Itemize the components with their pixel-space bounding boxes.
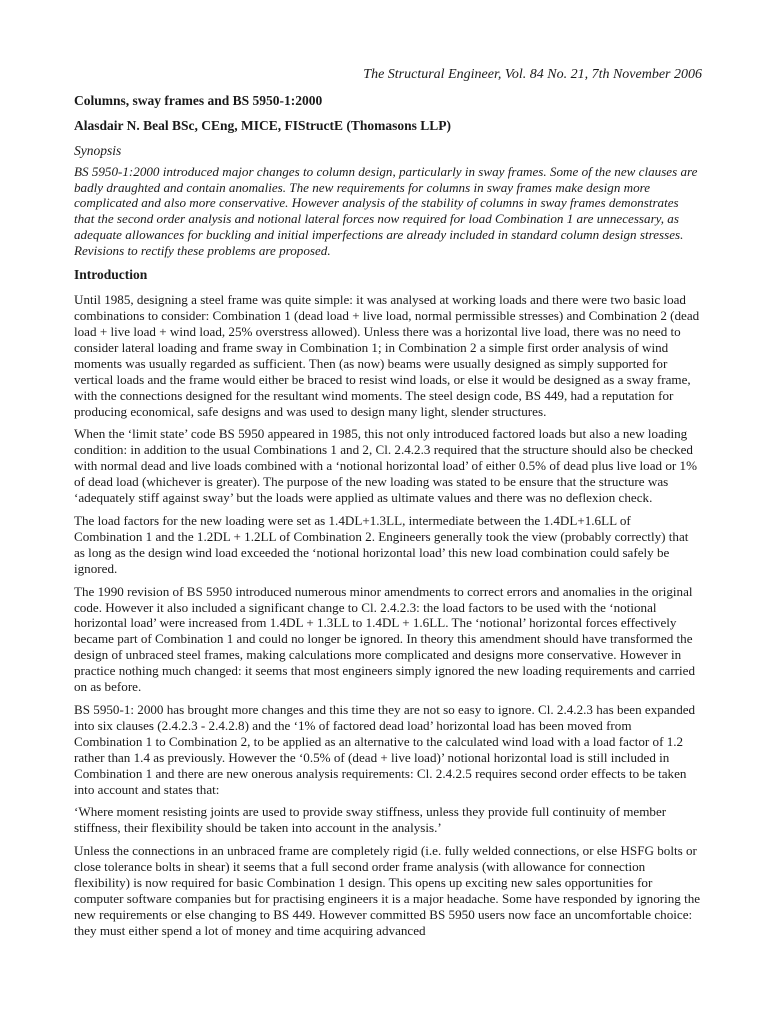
article-authors: Alasdair N. Beal BSc, CEng, MICE, FIStructE (Thomasons LLP) [74, 118, 452, 133]
body-paragraph: The load factors for the new loading were set as 1.4DL+1.3LL, intermediate between the 1.4DL+1.6LL of Combination 1 and the 1.2DL + 1.2LL of Combination 2. Engineers generally took the view (probably correctly) that as long as the design wind load exceeded the ‘notional horizontal load’ this new load combination could safely be ignored. [74, 513, 689, 576]
journal-reference: The Structural Engineer, Vol. 84 No. 21, 7th November 2006 [363, 67, 702, 82]
introduction-heading: Introduction [74, 267, 148, 283]
synopsis-heading: Synopsis [74, 143, 122, 158]
body-paragraph: Unless the connections in an unbraced frame are completely rigid (i.e. fully welded connections, or else HSFG bolts or close tolerance bolts in shear) it seems that a full second order frame analysis (with allowance for connection flexibility) is now required for basic Combination 1 design. This opens up exciting new sales opportunities for computer software companies but for practising engineers it is a major headache. Some have responded by ignoring the new requirements or else changing to BS 449. However committed BS 5950 users now face an uncomfortable choice: they must either spend a lot of money and time acquiring advanced [74, 843, 701, 938]
quoted-clause: ‘Where moment resisting joints are used to provide sway stiffness, unless they provide full continuity of member stiffness, their flexibility should be taken into account in the analysis.’ [74, 804, 667, 836]
body-paragraph: The 1990 revision of BS 5950 introduced numerous minor amendments to correct errors and anomalies in the original code. However it also included a significant change to Cl. 2.4.2.3: the load factors to be used with the ‘notional horizontal load’ were increased from 1.4DL + 1.3LL to 1.4DL + 1.6LL. The ‘notional’ horizontal forces effectively became part of Combination 1 and could no longer be ignored. In theory this amendment should have transformed the design of unbraced steel frames, making calculations more complicated and designs more conservative. However in practice nothing much changed: it seems that most engineers simply ignored the new loading requirements and carried on as before. [74, 583, 696, 695]
synopsis-text: BS 5950-1:2000 introduced major changes to column design, particularly in sway frames. Some of the new clauses are badly draughted and contain anomalies. The new requirements for columns in sway frames make design more complicated and also more conservative. However analysis of the stability of columns in sway frames demonstrates that the second order analysis and notional lateral forces now required for load Combination 1 are unnecessary, as adequate allowances for buckling and initial imperfections are already included in standard column design stresses. Revisions to rectify these problems are proposed. [74, 164, 698, 258]
body-paragraph: When the ‘limit state’ code BS 5950 appeared in 1985, this not only introduced factored loads but also a new loading condition: in addition to the usual Combinations 1 and 2, Cl. 2.4.2.3 required that the structure should also be checked with normal dead and live loads combined with a ‘notional horizontal load’ of either 0.5% of dead plus live load or 1% of dead load (whichever is greater). The purpose of the new loading was stated to be ensure that the structure was ‘adequately stiff against sway’ but the loads were applied as ultimate values and there was no deflexion check. [74, 426, 697, 506]
body-paragraph: BS 5950-1: 2000 has brought more changes and this time they are not so easy to ignore. Cl. 2.4.2.3 has been expanded into six clauses (2.4.2.3 - 2.4.2.8) and the ‘1% of factored dead load’ horizontal load has been moved from Combination 1 to Combination 2, to be applied as an alternative to the calculated wind load with a load factor of 1.2 rather than 1.4 as previously. However the ‘0.5% of (dead + live load)’ notional horizontal load is still included in Combination 1 and there are new onerous analysis requirements: Cl. 2.4.2.5 requires second order effects to be taken into account and states that: [74, 701, 696, 797]
article-title: Columns, sway frames and BS 5950-1:2000 [74, 93, 323, 108]
body-paragraph: Until 1985, designing a steel frame was quite simple: it was analysed at working loads and there were two basic load combinations to consider: Combination 1 (dead load + live load, normal permissible stresses) and Combination 2 (dead load + live load + wind load, 25% overstress allowed). Unless there was a horizontal live load, there was no need to consider lateral loading and frame sway in Combination 1; in Combination 2 a simple first order analysis of wind moments was usually regarded as sufficient. Then (as now) beams were usually designed as simply supported for vertical loads and the frame would either be braced to resist wind loads, or else it would be designed as a sway frame, with the connections designed for the resultant wind moments. The steel design code, BS 449, had a reputation for producing economical, safe designs and was used to design many light, slender structures. [74, 292, 700, 419]
document-page [74, 64, 702, 1024]
